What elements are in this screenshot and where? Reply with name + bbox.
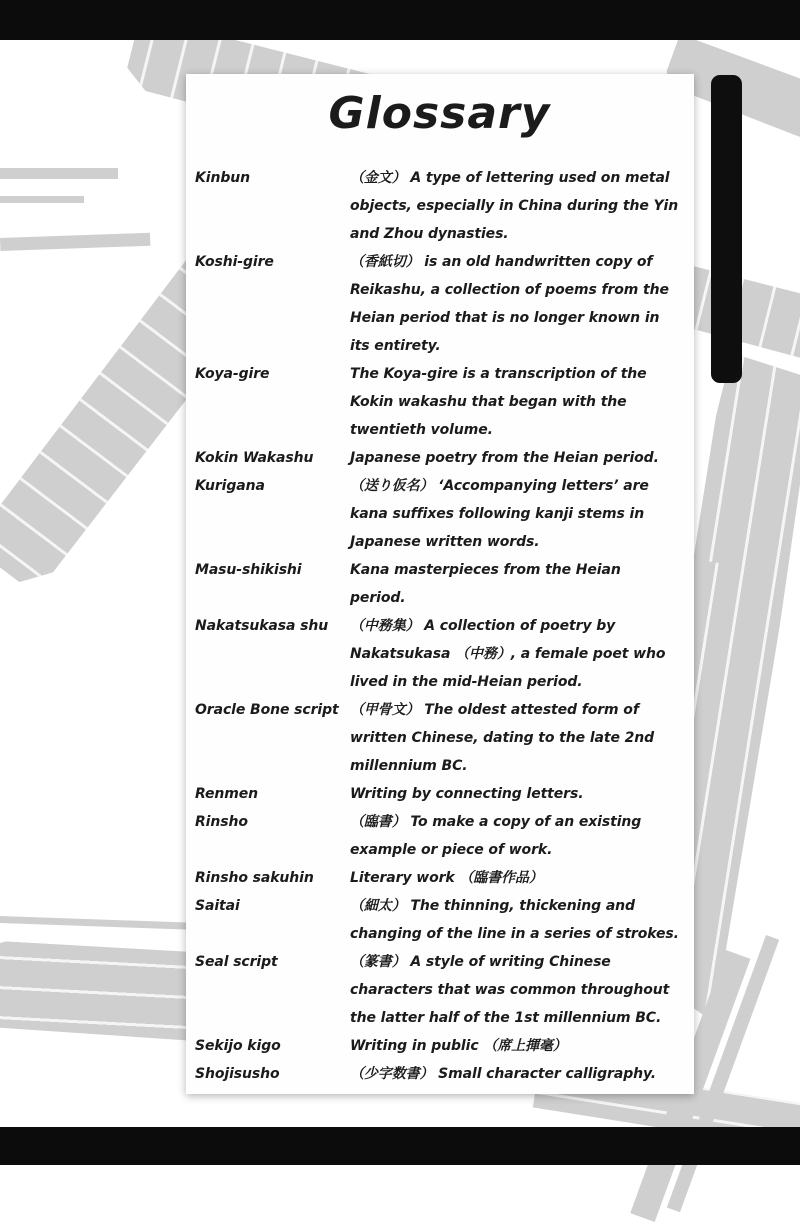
- glossary-term: Oracle Bone script: [195, 702, 339, 718]
- glossary-term: Seal script: [195, 954, 278, 970]
- glossary-definition: Japanese poetry from the Heian period.: [350, 450, 659, 466]
- glossary-term: Koya-gire: [195, 366, 270, 382]
- brush-stroke: [0, 196, 84, 203]
- glossary-definition: （篆書） A style of writing Chinese characters that was common throughout the latter half of the 1st millennium BC.: [350, 954, 670, 1026]
- bottom-black-band: [0, 1127, 800, 1165]
- glossary-definition: （香紙切） is an old handwritten copy of Reikashu, a collection of poems from the Heian period that is no longer known in its entirety.: [350, 254, 669, 354]
- glossary-definition: Literary work （臨書作品）: [350, 870, 543, 886]
- glossary-definition: Writing by connecting letters.: [350, 786, 584, 802]
- glossary-definition: Kana masterpieces from the Heian period.: [350, 562, 621, 606]
- glossary-term: Rinsho: [195, 814, 248, 830]
- black-vertical-bar: [711, 75, 742, 383]
- glossary-definition: （細太） The thinning, thickening and changing of the line in a series of strokes.: [350, 898, 679, 942]
- glossary-definition: （甲骨文） The oldest attested form of written Chinese, dating to the late 2nd millennium BC.: [350, 702, 655, 774]
- glossary-term: Nakatsukasa shu: [195, 618, 329, 634]
- glossary-definition: （少字数書） Small character calligraphy.: [350, 1066, 656, 1082]
- glossary-term: Kinbun: [195, 170, 250, 186]
- brush-stroke: [0, 233, 150, 251]
- top-black-band: [0, 0, 800, 40]
- glossary-term: Sekijo kigo: [195, 1038, 281, 1054]
- glossary-term: Saitai: [195, 898, 240, 914]
- glossary-definition: （中務集） A collection of poetry by Nakatsukasa （中務）, a female poet who lived in the mid-Heian period.: [350, 618, 666, 690]
- glossary-term: Masu-shikishi: [195, 562, 302, 578]
- page-title: Glossary: [328, 88, 551, 139]
- glossary-term: Koshi-gire: [195, 254, 274, 270]
- glossary-definition: Writing in public （席上揮毫）: [350, 1038, 567, 1054]
- glossary-term: Shojisusho: [195, 1066, 280, 1082]
- glossary-term: Kurigana: [195, 478, 265, 494]
- glossary-definition: （金文） A type of lettering used on metal objects, especially in China during the Yin and Zhou dynasties.: [350, 170, 679, 242]
- glossary-term: Renmen: [195, 786, 258, 802]
- glossary-term: Kokin Wakashu: [195, 450, 314, 466]
- glossary-definition: （送り仮名） ‘Accompanying letters’ are kana suffixes following kanji stems in Japanese written words.: [350, 478, 649, 550]
- glossary-entries: [195, 164, 684, 1088]
- glossary-panel: [186, 74, 694, 1094]
- glossary-term: Rinsho sakuhin: [195, 870, 314, 886]
- brush-stroke: [0, 168, 118, 179]
- glossary-definition: The Koya-gire is a transcription of the Kokin wakashu that began with the twentieth volume.: [350, 366, 647, 438]
- glossary-definition: （臨書） To make a copy of an existing example or piece of work.: [350, 814, 642, 858]
